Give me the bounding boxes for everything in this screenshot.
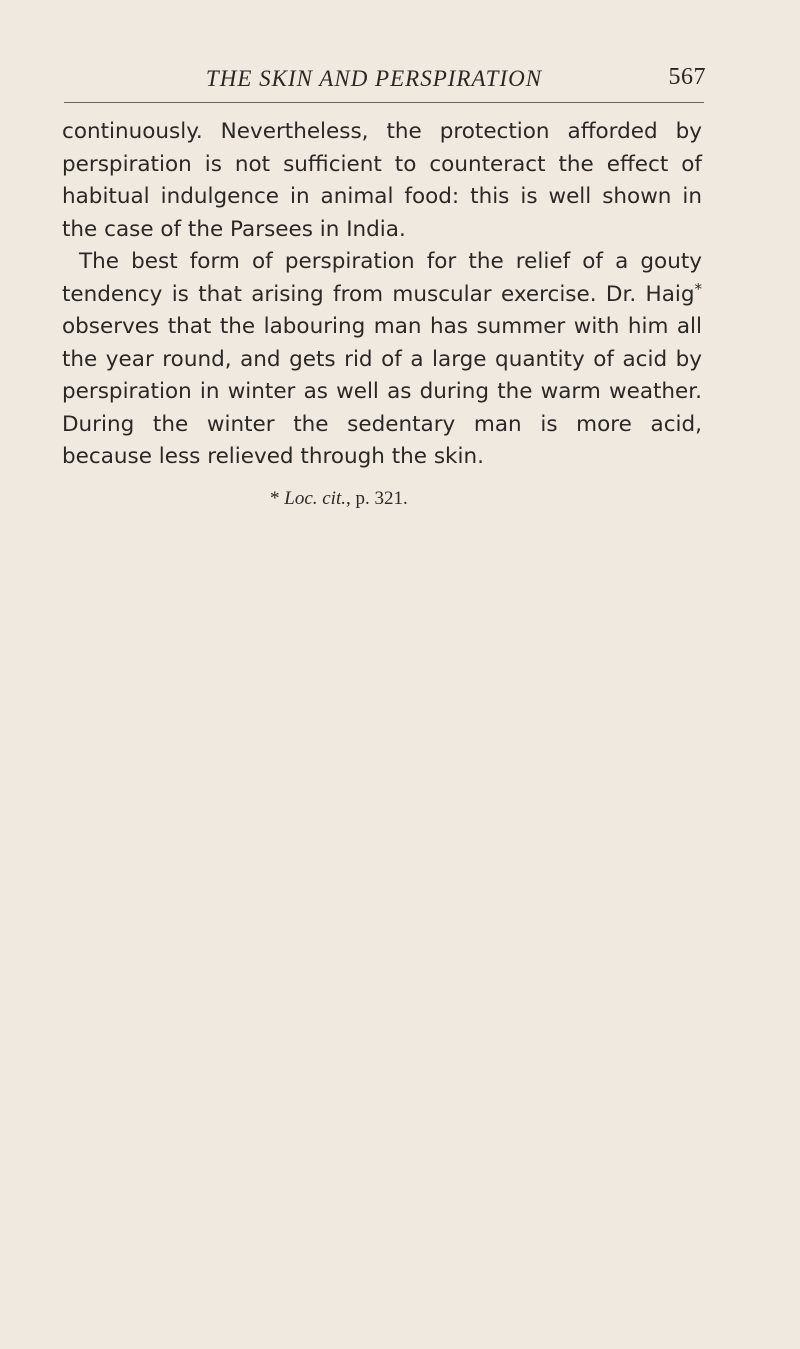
footnote-reference-title: Loc. cit. [284,488,346,509]
footnote [270,488,408,510]
running-head [64,64,710,104]
paragraph-1: continuously. Nevertheless, the protection afforded by perspiration is not sufficient to counteract the effect of habitual indulgence in animal food: this is well shown in the case of the Parsees in India. [62,119,702,242]
footnote-marker: * [694,279,702,298]
header-rule [64,102,704,103]
running-head-title: THE SKIN AND PERSPIRATION [205,66,543,91]
footnote-marker-label: * [270,488,285,509]
paragraph-2 [62,246,702,474]
paragraph-2-text-end: observes that the labouring man has summer with him all the year round, and gets rid of a large quantity of acid by perspiration in winter as well as during the warm weather. During the winter the sedentary man is more acid, because less relieved through the skin. [62,314,702,469]
body-text [62,116,702,474]
page-number: 567 [668,64,706,90]
footnote-reference-page: , p. 321. [346,488,408,509]
paragraph-2-text-start: The best form of perspiration for the relief of a gouty tendency is that arising from muscular exercise. Dr. Haig [62,249,702,307]
